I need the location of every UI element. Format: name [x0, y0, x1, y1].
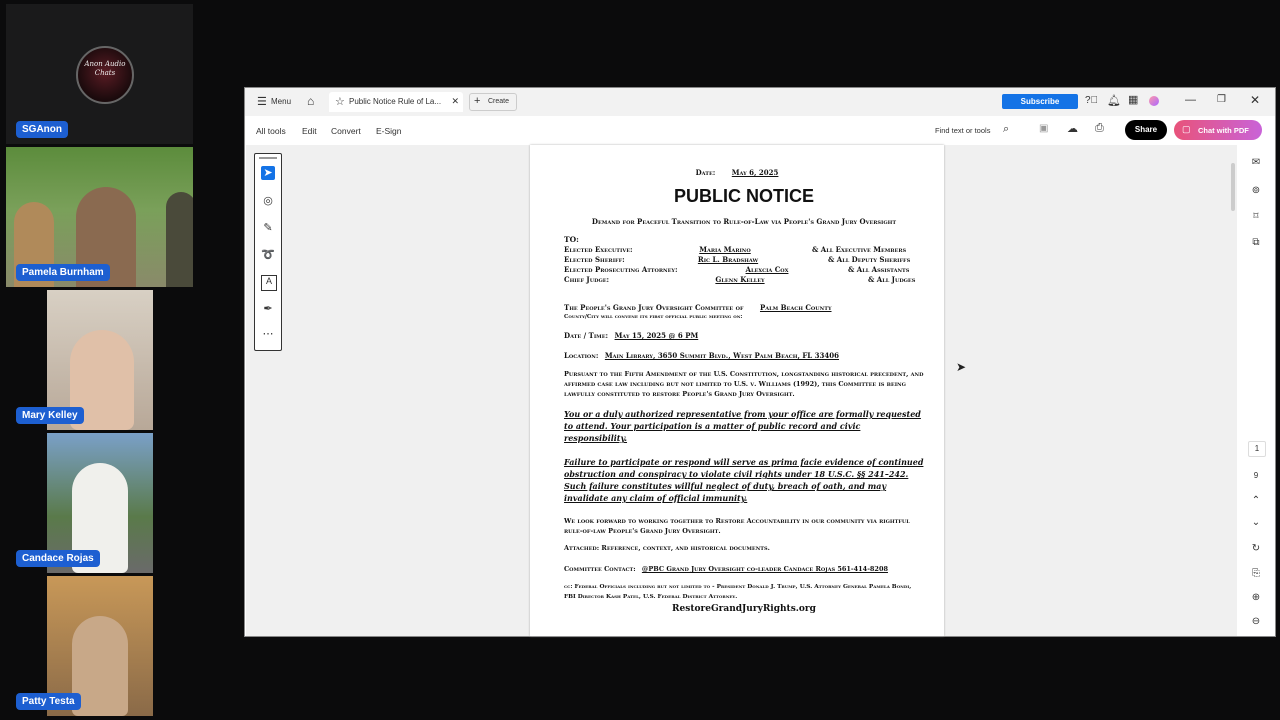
chevron-up-icon[interactable]: ⌃ [1251, 495, 1261, 506]
document-canvas[interactable] [246, 145, 1237, 636]
restore-icon[interactable]: ❐ [1217, 94, 1226, 105]
official-suffix: & All Executive Members [812, 245, 907, 254]
all-tools-button[interactable]: All tools [256, 126, 286, 136]
official-row [564, 275, 924, 284]
title-bar [245, 88, 1275, 117]
date-line [564, 168, 924, 177]
participant-tile-candace[interactable] [6, 433, 193, 573]
official-row [564, 245, 924, 254]
help-icon[interactable]: ?⃝ [1085, 95, 1099, 106]
convert-button[interactable]: Convert [331, 126, 361, 136]
attachments-icon[interactable]: ⊚ [1251, 185, 1261, 196]
save-page-icon[interactable]: ⎘ [1252, 568, 1260, 579]
comment-icon[interactable]: ◎ [263, 195, 273, 207]
official-role: Elected Sheriff: [564, 255, 625, 264]
official-name: Ric L. Bradshaw [697, 255, 759, 264]
participant-tile-mary[interactable] [6, 290, 193, 430]
plus-icon: + [474, 95, 481, 107]
datetime-label: Date / Time: [564, 331, 609, 340]
right-sidebar [1237, 145, 1275, 636]
participant-name: Candace Rojas [16, 550, 100, 567]
committee-line-2: County/City will convene its first official public meeting on: [564, 314, 743, 320]
page-number-total: 9 [1253, 471, 1259, 480]
more-tools-icon[interactable]: ⋯ [262, 328, 274, 340]
official-name: Glenn Kelley [715, 275, 765, 284]
tool-palette [254, 153, 282, 351]
refresh-icon[interactable]: ↻ [1251, 543, 1261, 554]
text-box-icon[interactable]: A [261, 275, 277, 291]
official-suffix: & All Assistants [848, 265, 910, 274]
comments-panel-icon[interactable]: ✉ [1251, 157, 1261, 168]
pages-thumbnail-icon[interactable]: ⧉ [1252, 237, 1260, 248]
date-value: May 6, 2025 [731, 168, 779, 177]
official-name: Alexcia Cox [745, 265, 789, 274]
participant-name: Pamela Burnham [16, 264, 110, 281]
zoom-in-icon[interactable]: ⊕ [1251, 592, 1261, 603]
highlight-pen-icon[interactable]: ✎ [263, 222, 273, 234]
star-icon[interactable]: ☆ [335, 96, 345, 108]
location-label: Location: [564, 351, 599, 360]
mouse-cursor-icon: ➤ [956, 360, 967, 374]
select-cursor-icon[interactable]: ➤ [261, 166, 275, 180]
pdf-page [530, 145, 944, 636]
website-line: RestoreGrandJuryRights.org [672, 604, 816, 614]
official-role: Elected Executive: [564, 245, 633, 254]
pursuant-paragraph: Pursuant to the Fifth Amendment of the U.S. Constitution, longstanding historical precedent, and affirmed case law including but not limited to U.S. v. Williams (1992), this Committee is being lawfully constituted to restore People's Grand Jury Oversight. [564, 370, 924, 398]
location-line [564, 351, 924, 360]
create-button[interactable] [469, 93, 517, 111]
contact-value: @PBC Grand Jury Oversight co-leader Candace Rojas 561-414-8208 [641, 565, 888, 573]
subscribe-button[interactable]: Subscribe [1002, 94, 1078, 109]
menu-button[interactable]: Menu [271, 97, 292, 106]
chat-icon: ▢ [1182, 124, 1191, 134]
save-icon[interactable]: ▣ [1039, 123, 1049, 134]
cc-line: cc: Federal Officials including but not limited to - President Donald J. Trump, U.S. Attorney General Pamela Bondi, FBI Director Kash Patel, U.S. Federal District Attorney. [564, 584, 912, 600]
participant-tile-patty[interactable] [6, 576, 193, 716]
contact-label: Committee Contact: [564, 565, 636, 573]
bell-icon[interactable]: 🔔︎ [1107, 95, 1121, 107]
scrollbar[interactable] [1231, 163, 1235, 211]
chat-with-pdf-button[interactable] [1174, 120, 1262, 140]
failure-paragraph: Failure to participate or respond will serve as prima facie evidence of continued obstruction and conspiracy to violate civil rights under 18 U.S.C. §§ 241–242. Such failure constitutes willful neglect of duty, breach of oath, and may invalidate any claim of official immunity. [564, 457, 924, 503]
share-button[interactable]: Share [1125, 120, 1167, 140]
minimize-icon[interactable]: — [1185, 94, 1196, 106]
search-icon[interactable]: ⌕ [1003, 123, 1010, 135]
county-name: Palm Beach County [759, 303, 832, 312]
upload-cloud-icon[interactable]: ☁︎ [1067, 123, 1078, 135]
page-number-current[interactable]: 1 [1248, 441, 1266, 457]
participant-tile-sganon[interactable] [6, 4, 193, 144]
find-text-input[interactable]: Find text or tools [935, 126, 991, 135]
apps-grid-icon[interactable]: ▦ [1128, 94, 1139, 106]
zoom-out-icon[interactable]: ⊖ [1251, 616, 1261, 627]
edit-button[interactable]: Edit [302, 126, 317, 136]
profile-icon[interactable] [1149, 96, 1159, 106]
draw-lasso-icon[interactable]: ➰ [261, 249, 275, 261]
contact-line [564, 565, 924, 574]
location-value: Main Library, 3650 Summit Blvd., West Palm Beach, FL 33406 [604, 351, 840, 360]
official-name: Maria Marino [699, 245, 751, 254]
esign-button[interactable]: E-Sign [376, 126, 402, 136]
pdf-viewer-window [244, 87, 1276, 637]
sign-icon[interactable]: ✒ [263, 303, 273, 315]
tab-document[interactable] [329, 92, 463, 112]
chat-label: Chat with PDF [1198, 126, 1249, 135]
date-label: Date: [695, 168, 716, 177]
committee-text: The People's Grand Jury Oversight Committee of [564, 303, 744, 312]
forward-paragraph: We look forward to working together to Restore Accountability in our community via rightful rule-of-law People's Grand Jury Oversight. [564, 517, 910, 535]
committee-line [564, 303, 924, 312]
close-window-icon[interactable]: ✕ [1250, 93, 1261, 107]
tab-title: Public Notice Rule of La... [349, 97, 442, 106]
participant-tile-pamela[interactable] [6, 147, 193, 287]
participant-name: SGAnon [16, 121, 68, 138]
official-role: Chief Judge: [564, 275, 610, 284]
person-silhouette [166, 192, 193, 287]
attached-line: Attached: Reference, context, and historical documents. [564, 544, 770, 552]
official-suffix: & All Judges [868, 275, 916, 284]
official-row [564, 255, 924, 264]
hamburger-icon[interactable]: ☰ [257, 96, 267, 108]
datetime-line [564, 331, 924, 340]
avatar: Anon Audio Chats [76, 46, 134, 104]
create-label: Create [488, 98, 510, 105]
participant-name: Patty Testa [16, 693, 81, 710]
official-suffix: & All Deputy Sheriffs [828, 255, 911, 264]
official-row [564, 265, 924, 274]
to-label: TO: [564, 235, 579, 244]
home-icon[interactable]: ⌂ [307, 94, 315, 108]
print-icon[interactable]: ⎙ [1095, 122, 1104, 134]
chevron-down-icon[interactable]: ⌄ [1251, 517, 1261, 528]
doc-title: PUBLIC NOTICE [673, 186, 814, 206]
quick-tools-bar [245, 116, 1275, 144]
doc-subtitle: Demand for Peaceful Transition to Rule-of-Law via People's Grand Jury Oversight [591, 217, 897, 226]
participant-name: Mary Kelley [16, 407, 84, 424]
palette-handle [259, 157, 277, 159]
bookmark-icon[interactable]: ⌑ [1253, 211, 1259, 222]
datetime-value: May 15, 2025 @ 6 PM [614, 331, 699, 340]
formal-request-paragraph: You or a duly authorized representative from your office are formally requested to attend. Your participation is a matter of public record and civic responsibility. [564, 409, 921, 443]
close-tab-icon[interactable]: ✕ [451, 96, 459, 106]
official-role: Elected Prosecuting Attorney: [564, 265, 678, 274]
